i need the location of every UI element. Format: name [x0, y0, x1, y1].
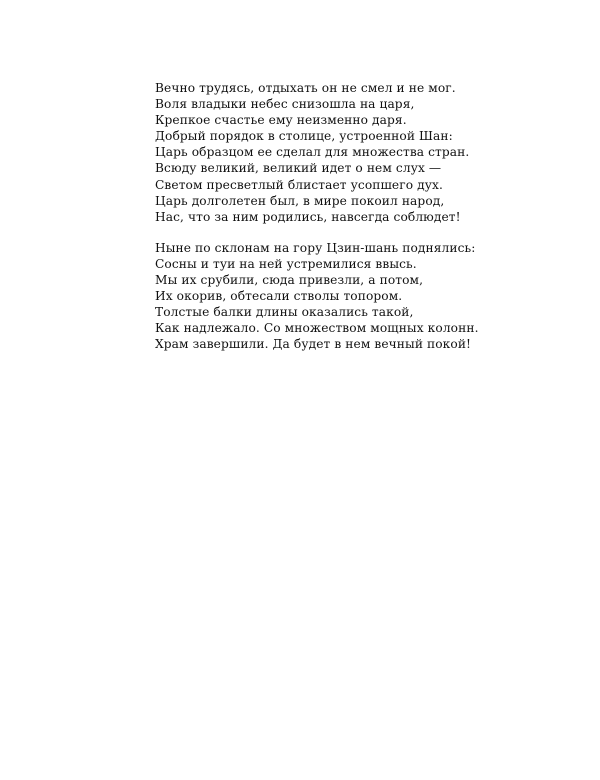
- poem-line: Ныне по склонам на гору Цзин-шань поднялись:: [155, 240, 476, 255]
- poem-line: Всюду великий, великий идет о нем слух —: [155, 161, 442, 176]
- poem-line: Царь образцом ее сделал для множества стран.: [155, 145, 470, 160]
- stanza-1: [155, 80, 475, 225]
- poem-line: Вечно трудясь, отдыхать он не смел и не мог.: [155, 81, 456, 95]
- poem-line: Светом пресветлый блистает усопшего дух.: [155, 177, 443, 192]
- poem-line: Их окорив, обтесали стволы топором.: [155, 289, 403, 304]
- poem-line: Толстые балки длины оказались такой,: [155, 305, 414, 320]
- stanza-2: [155, 240, 479, 353]
- poem-line: Царь долголетен был, в мире покоил народ,: [155, 193, 445, 208]
- poem-line: Сосны и туи на ней устремилися ввысь.: [155, 256, 417, 271]
- poem-line: Как надлежало. Со множеством мощных колонн.: [155, 321, 479, 336]
- poem-line: Добрый порядок в столице, устроенной Шан:: [155, 129, 453, 144]
- poem-line: Нас, что за ним родились, навсегда соблюдет!: [155, 209, 461, 224]
- poem-text: [155, 80, 479, 353]
- poem-line: Мы их срубили, сюда привезли, а потом,: [155, 273, 424, 288]
- poem-line: Храм завершили. Да будет в нем вечный покой!: [155, 337, 472, 352]
- poem-line: Крепкое счастье ему неизменно даря.: [155, 113, 407, 128]
- poem-line: Воля владыки небес снизошла на царя,: [155, 97, 415, 112]
